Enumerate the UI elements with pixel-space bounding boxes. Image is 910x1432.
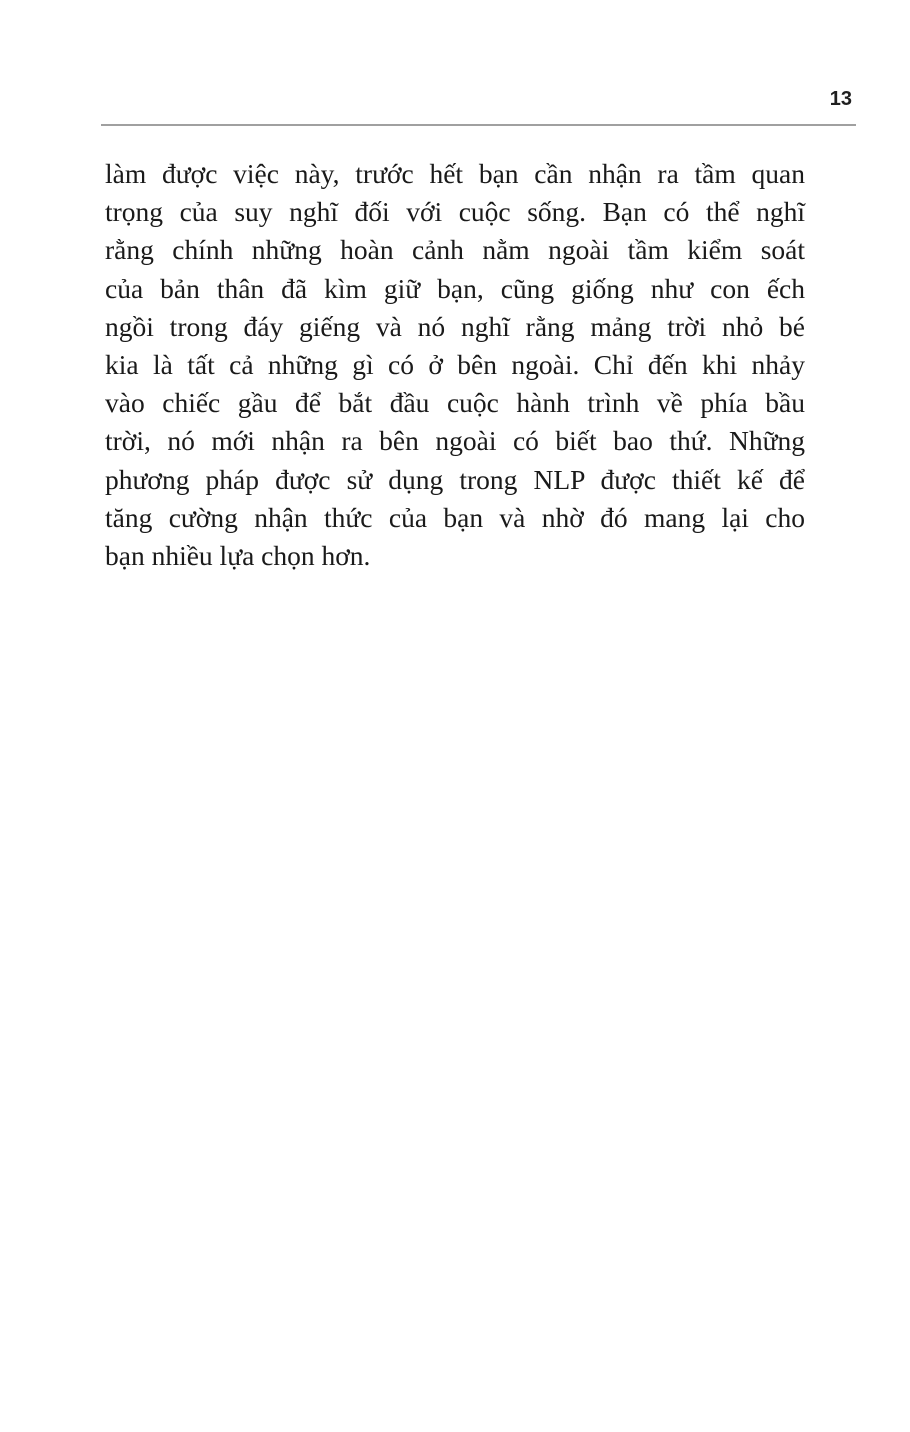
paragraph-line: tăng cường nhận thức của bạn và nhờ đó mang lại cho (105, 501, 805, 533)
paragraph-line: kia là tất cả những gì có ở bên ngoài. Chỉ đến khi nhảy (105, 349, 805, 381)
paragraph-line: rằng chính những hoàn cảnh nằm ngoài tầm kiểm soát (105, 234, 805, 266)
header-rule (101, 124, 856, 126)
body-paragraph (105, 155, 805, 575)
page-number: 13 (829, 88, 852, 110)
paragraph-line: làm được việc này, trước hết bạn cần nhận ra tầm quan (105, 158, 805, 189)
paragraph-line: phương pháp được sử dụng trong NLP được thiết kế để (105, 463, 805, 495)
paragraph-line: trọng của suy nghĩ đối với cuộc sống. Bạn có thể nghĩ (105, 196, 805, 228)
paragraph-line: của bản thân đã kìm giữ bạn, cũng giống như con ếch (105, 272, 805, 304)
paragraph-line: vào chiếc gầu để bắt đầu cuộc hành trình về phía bầu (105, 387, 805, 419)
paragraph-line: bạn nhiều lựa chọn hơn. (105, 540, 371, 572)
paragraph-line: ngồi trong đáy giếng và nó nghĩ rằng mảng trời nhỏ bé (105, 310, 805, 342)
paragraph-line: trời, nó mới nhận ra bên ngoài có biết bao thứ. Những (105, 425, 805, 457)
